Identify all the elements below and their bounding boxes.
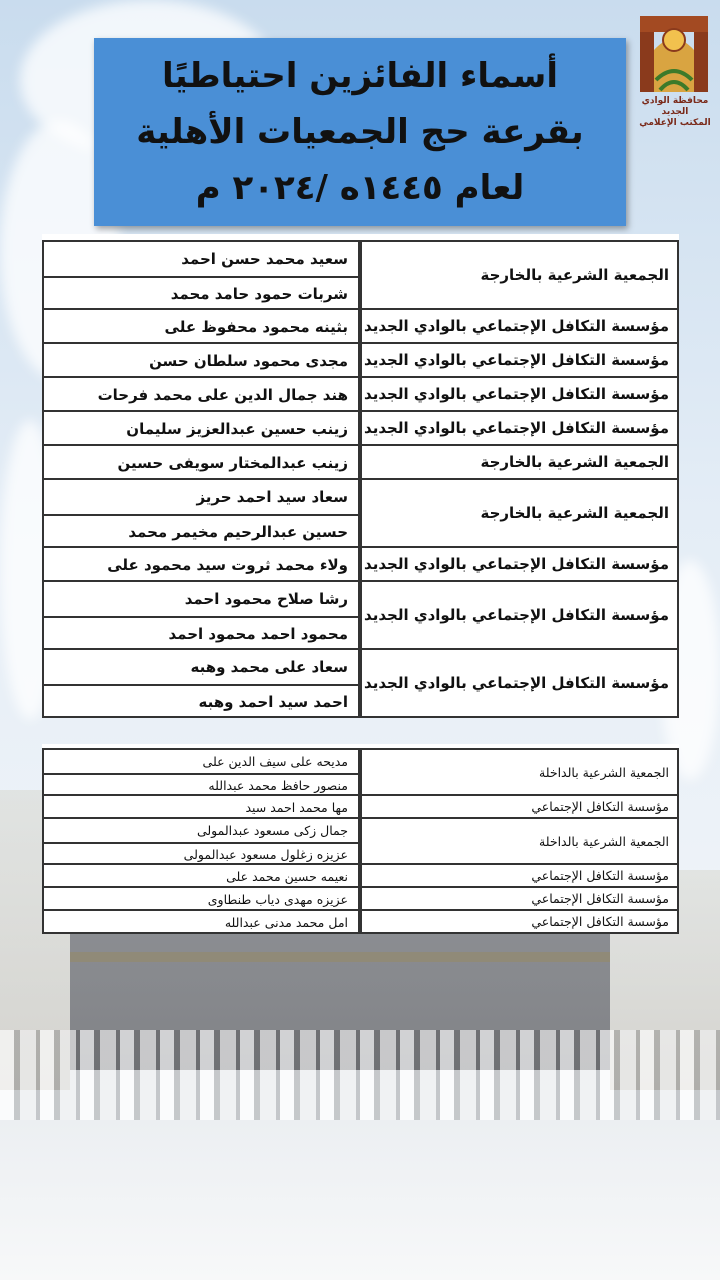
- table-row: [360, 378, 679, 412]
- winners-table-bottom: [42, 744, 679, 934]
- table-border: [360, 748, 679, 750]
- pilgrims-crowd: [0, 1030, 720, 1120]
- table-row: [42, 796, 360, 819]
- table-row: [360, 819, 679, 865]
- table-row: [360, 344, 679, 378]
- table-row: [360, 548, 679, 582]
- winner-name: هند جمال الدين على محمد فرحات: [97, 386, 348, 404]
- table-row: [360, 412, 679, 446]
- title-banner: [94, 38, 626, 226]
- winner-name: ولاء محمد ثروت سيد محمود على: [107, 556, 348, 574]
- names-column: [42, 744, 360, 934]
- table-row: [42, 750, 360, 796]
- table-row: [42, 819, 360, 865]
- winner-name: رشا صلاح محمود احمد: [184, 590, 348, 608]
- winner-name: منصور حافظ محمد عبدالله: [44, 773, 358, 796]
- table-row: [42, 378, 360, 412]
- table-row: [360, 446, 679, 480]
- table-row: [42, 344, 360, 378]
- logo-caption: [630, 96, 720, 129]
- kaaba-photo: [0, 930, 720, 1280]
- winner-name: عزيزه مهدى دياب طنطاوى: [207, 892, 348, 907]
- organization-name: مؤسسة التكافل الإجتماعي بالوادي الجديد: [364, 674, 669, 692]
- table-row: [42, 480, 360, 548]
- winner-name: بثينه محمود محفوظ على: [164, 318, 348, 336]
- winner-name: زينب عبدالمختار سويفى حسين: [117, 454, 348, 472]
- table-row: [360, 310, 679, 344]
- table-row: [360, 582, 679, 650]
- organization-column: [360, 234, 679, 718]
- organization-name: مؤسسة التكافل الإجتماعي بالوادي الجديد: [364, 555, 669, 573]
- organization-name: الجمعية الشرعية بالخارجة: [480, 504, 669, 522]
- kaaba-band: [70, 952, 610, 962]
- winner-name: مديحه على سيف الدين على: [202, 754, 348, 769]
- organization-name: مؤسسة التكافل الإجتماعي: [531, 914, 669, 929]
- table-row: [360, 796, 679, 819]
- logo-line-2: المكتب الإعلامي: [639, 118, 711, 128]
- winner-name: نعيمه حسين محمد على: [226, 869, 348, 884]
- table-row: [360, 650, 679, 718]
- table-border: [360, 240, 679, 242]
- organization-name: مؤسسة التكافل الإجتماعي بالوادي الجديد: [364, 317, 669, 335]
- winner-name: امل محمد مدنى عبدالله: [224, 915, 348, 930]
- title-line-1: أسماء الفائزين احتياطيًا: [162, 56, 558, 96]
- organization-name: مؤسسة التكافل الإجتماعي بالوادي الجديد: [364, 606, 669, 624]
- logo-line-1: محافظة الوادي الجديد: [641, 96, 709, 117]
- winner-name: حسين عبدالرحيم مخيمر محمد: [44, 514, 358, 548]
- winner-name: شربات حمود حامد محمد: [44, 276, 358, 310]
- organization-name: الجمعية الشرعية بالداخلة: [539, 833, 669, 849]
- winner-name: سعاد سيد احمد حريز: [196, 488, 348, 506]
- names-column: [42, 234, 360, 718]
- winner-name: احمد سيد احمد وهبه: [44, 684, 358, 718]
- marble-floor: [0, 1120, 720, 1280]
- winner-name: جمال زكى مسعود عبدالمولى: [196, 823, 348, 838]
- organization-name: مؤسسة التكافل الإجتماعي بالوادي الجديد: [364, 351, 669, 369]
- table-row: [42, 650, 360, 718]
- table-row: [360, 242, 679, 310]
- winner-name: مجدى محمود سلطان حسن: [149, 352, 348, 370]
- winner-name: عزيزه زغلول مسعود عبدالمولى: [44, 842, 358, 865]
- table-row: [42, 548, 360, 582]
- title-line-3: لعام ١٤٤٥ه /٢٠٢٤ م: [195, 168, 525, 208]
- organization-name: الجمعية الشرعية بالخارجة: [480, 453, 669, 471]
- organization-name: مؤسسة التكافل الإجتماعي: [531, 891, 669, 906]
- winner-name: مها محمد احمد سيد: [245, 800, 348, 815]
- table-row: [42, 446, 360, 480]
- table-row: [360, 750, 679, 796]
- table-row: [42, 888, 360, 911]
- table-border: [42, 748, 360, 750]
- organization-column: [360, 744, 679, 934]
- table-row: [42, 911, 360, 934]
- table-row: [42, 412, 360, 446]
- table-row: [360, 480, 679, 548]
- title-line-2: بقرعة حج الجمعيات الأهلية: [136, 112, 584, 152]
- organization-name: مؤسسة التكافل الإجتماعي بالوادي الجديد: [364, 385, 669, 403]
- table-row: [42, 582, 360, 650]
- winners-table-top: [42, 234, 679, 744]
- organization-name: الجمعية الشرعية بالخارجة: [480, 266, 669, 284]
- winner-name: سعاد على محمد وهبه: [190, 658, 348, 676]
- winner-name: سعيد محمد حسن احمد: [181, 250, 348, 268]
- table-row: [42, 310, 360, 344]
- organization-name: مؤسسة التكافل الإجتماعي: [531, 799, 669, 814]
- table-border: [42, 240, 360, 242]
- organization-name: مؤسسة التكافل الإجتماعي بالوادي الجديد: [364, 419, 669, 437]
- table-row: [360, 911, 679, 934]
- table-row: [360, 888, 679, 911]
- table-row: [42, 865, 360, 888]
- organization-name: مؤسسة التكافل الإجتماعي: [531, 868, 669, 883]
- table-row: [42, 242, 360, 310]
- organization-name: الجمعية الشرعية بالداخلة: [539, 764, 669, 780]
- winner-name: زينب حسين عبدالعزيز سليمان: [126, 420, 348, 438]
- winner-name: محمود احمد محمود احمد: [44, 616, 358, 650]
- table-row: [360, 865, 679, 888]
